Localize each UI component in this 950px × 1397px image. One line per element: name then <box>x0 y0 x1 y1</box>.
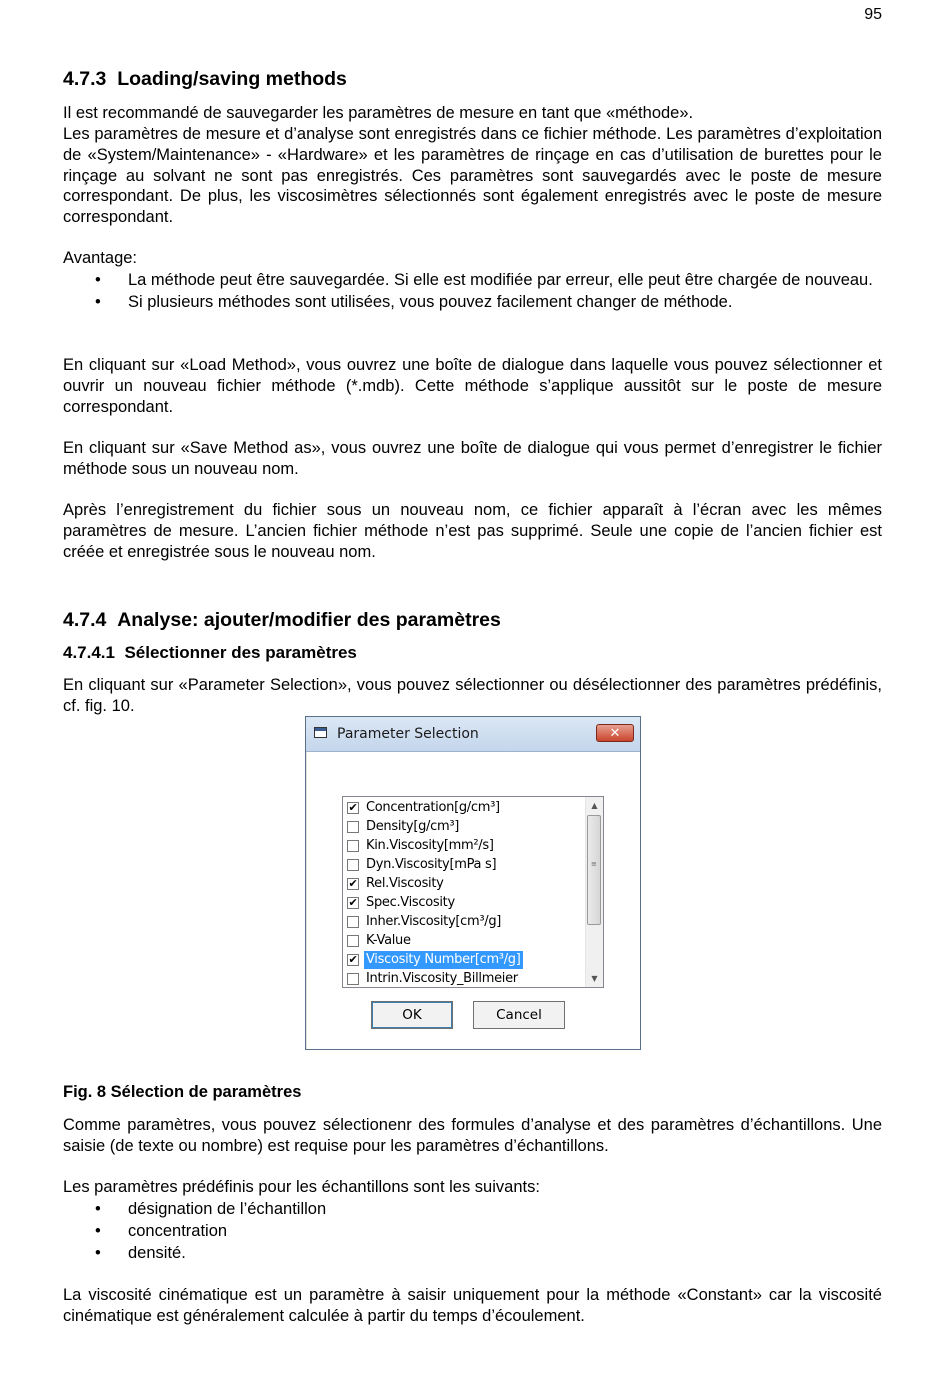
paragraph-kinematic-viscosity: La viscosité cinématique est un paramètre à saisir uniquement pour la méthode «Constant» car la viscosité cinématique est généralement calculée à partir du temps d’écoulement. <box>63 1286 882 1325</box>
parameter-list-item[interactable] <box>345 799 581 817</box>
section-heading-4-7-4-1 <box>63 643 357 663</box>
list-item: • densité. <box>63 1243 882 1264</box>
scroll-thumb[interactable] <box>587 815 601 925</box>
list-item: • concentration <box>63 1221 882 1242</box>
paragraph-after-save: Après l’enregistrement du fichier sous un nouveau nom, ce fichier apparaît à l’écran avec les mêmes paramètres de mesure. L’ancien fichier méthode n’est pas supprimé. Seule une copie de l’ancien fichier est créée et enregistrée sous le nouveau nom. <box>63 501 882 561</box>
parameter-label: Rel.Viscosity <box>366 876 444 891</box>
list-item: • désignation de l’échantillon <box>63 1199 882 1220</box>
parameter-label: Density[g/cm³] <box>366 819 460 834</box>
parameter-label: Kin.Viscosity[mm²/s] <box>366 838 494 853</box>
parameter-list-item[interactable] <box>345 818 581 836</box>
parameter-selection-dialog <box>305 716 641 1050</box>
section-title: Loading/saving methods <box>117 68 347 90</box>
parameter-list-item[interactable] <box>345 913 581 931</box>
advantage-label: Avantage: <box>63 249 138 267</box>
parameter-list-item[interactable] <box>345 894 581 912</box>
predefined-list <box>63 1199 882 1264</box>
paragraph-load-method: En cliquant sur «Load Method», vous ouvrez une boîte de dialogue dans laquelle vous pouvez sélectionner et ouvrir un nouveau fichier méthode (*.mdb). Cette méthode s’applique aussitôt sur le poste de mesure correspondant. <box>63 356 882 416</box>
parameter-label: Spec.Viscosity <box>366 895 455 910</box>
checkbox[interactable] <box>347 821 359 833</box>
parameter-list-item[interactable] <box>345 856 581 874</box>
paragraph-save-method: En cliquant sur «Save Method as», vous ouvrez une boîte de dialogue qui vous permet d’enregistrer le fichier méthode sous un nouveau nom. <box>63 439 882 478</box>
checkbox[interactable]: ✔ <box>348 896 358 909</box>
parameter-list-item[interactable] <box>345 970 581 988</box>
section-title: Analyse: ajouter/modifier des paramètres <box>117 609 501 631</box>
parameter-label: Dyn.Viscosity[mPa s] <box>366 857 497 872</box>
window-icon <box>314 727 327 738</box>
paragraph-parameter-selection: En cliquant sur «Parameter Selection», vous pouvez sélectionner ou désélectionner des paramètres prédéfinis, cf. fig. 10. <box>63 676 882 715</box>
parameter-list-item[interactable] <box>345 932 581 950</box>
paragraph-intro: Il est recommandé de sauvegarder les paramètres de mesure en tant que «méthode». <box>63 104 694 122</box>
parameter-label: Concentration[g/cm³] <box>366 800 500 815</box>
vertical-scrollbar[interactable] <box>585 797 603 987</box>
dialog-title: Parameter Selection <box>337 726 479 742</box>
checkbox[interactable]: ✔ <box>348 801 358 814</box>
close-button[interactable]: ✕ <box>596 724 634 742</box>
checkbox[interactable] <box>347 859 359 871</box>
checkbox[interactable] <box>347 916 359 928</box>
cancel-button[interactable]: Cancel <box>473 1001 565 1029</box>
dialog-body <box>306 752 640 1049</box>
parameter-listbox[interactable] <box>342 796 604 988</box>
parameter-list-item[interactable] <box>345 951 581 969</box>
page-number: 95 <box>864 6 882 23</box>
parameter-label: Intrin.Viscosity_Billmeier <box>366 971 518 986</box>
dialog-title-bar[interactable] <box>306 717 640 752</box>
section-number: 4.7.3 <box>63 68 107 90</box>
paragraph-predefined: Les paramètres prédéfinis pour les échantillons sont les suivants: <box>63 1178 540 1196</box>
ok-button[interactable]: OK <box>371 1001 453 1029</box>
section-heading-4-7-3 <box>63 68 347 91</box>
checkbox[interactable] <box>347 840 359 852</box>
parameter-label: Inher.Viscosity[cm³/g] <box>366 914 502 929</box>
parameter-list-item[interactable] <box>345 875 581 893</box>
figure-caption: Fig. 8 Sélection de paramètres <box>63 1083 302 1101</box>
advantage-list <box>63 270 882 313</box>
paragraph-method-contents: Les paramètres de mesure et d’analyse sont enregistrés dans ce fichier méthode. Les paramètres d’exploitation de «System/Maintenance» - «Hardware» et les paramètres de rinçage en cas d’utilisation de burettes pour le rinçage au solvant ne sont pas enregistrés. Ces paramètres sont sauvegardés avec le poste de mesure correspondant. De plus, les viscosimètres sélectionnés sont également enregistrés avec le poste de mesure correspondant. <box>63 125 882 227</box>
checkbox[interactable] <box>347 935 359 947</box>
parameter-label: K-Value <box>366 933 411 948</box>
parameter-label: Viscosity Number[cm³/g] <box>366 952 521 967</box>
checkbox[interactable] <box>347 973 359 985</box>
scroll-down-arrow-icon[interactable]: ▼ <box>591 974 598 983</box>
grip-icon: ≡ <box>591 860 597 868</box>
list-item: • Si plusieurs méthodes sont utilisées, vous pouvez facilement changer de méthode. <box>63 292 882 313</box>
section-heading-4-7-4 <box>63 609 501 632</box>
checkbox[interactable]: ✔ <box>348 877 358 890</box>
section-number: 4.7.4 <box>63 609 107 631</box>
checkbox[interactable]: ✔ <box>348 953 358 966</box>
section-number: 4.7.4.1 <box>63 643 115 662</box>
list-item: • La méthode peut être sauvegardée. Si elle est modifiée par erreur, elle peut être chargée de nouveau. <box>63 270 882 291</box>
parameter-list-item[interactable] <box>345 837 581 855</box>
scroll-up-arrow-icon[interactable]: ▲ <box>591 801 598 810</box>
section-title: Sélectionner des paramètres <box>124 643 357 662</box>
paragraph-formulas: Comme paramètres, vous pouvez sélectionenr des formules d’analyse et des paramètres d’échantillons. Une saisie (de texte ou nombre) est requise pour les paramètres d’échantillons. <box>63 1116 882 1155</box>
